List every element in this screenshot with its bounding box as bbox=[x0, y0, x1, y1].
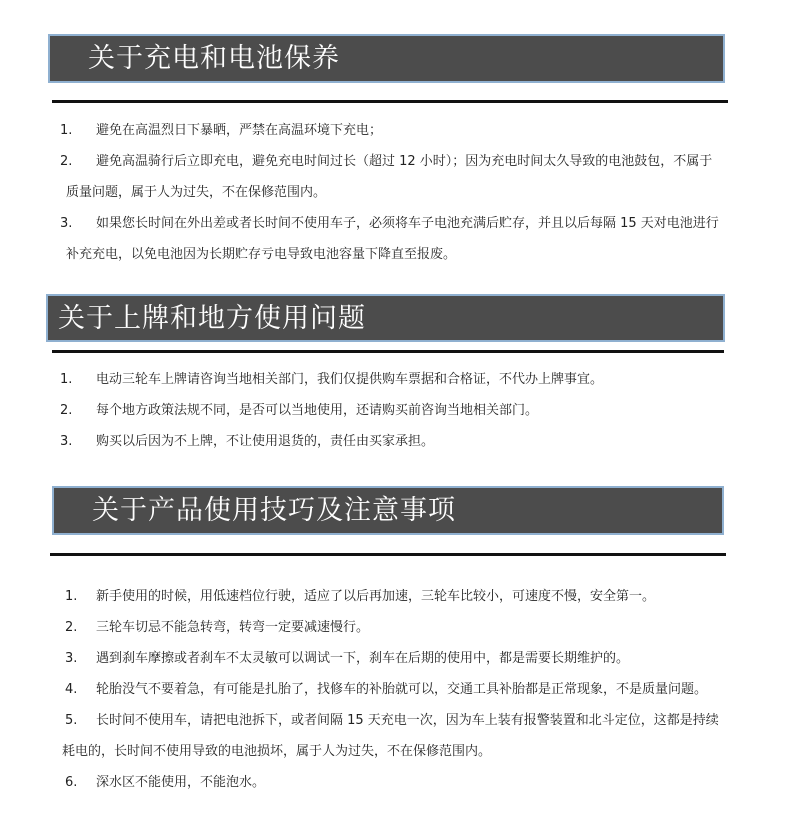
section-header-usage-tips bbox=[52, 486, 724, 535]
list-item-number: 3. bbox=[65, 651, 78, 666]
list-item-number: 1. bbox=[60, 123, 73, 138]
list-item-number: 2. bbox=[60, 403, 73, 418]
list-item-number: 5. bbox=[65, 713, 78, 728]
list-item-text: 轮胎没气不要着急，有可能是扎胎了，找修车的补胎就可以，交通工具补胎都是正常现象，不是质量问题。 bbox=[96, 682, 708, 697]
list-item-text: 遇到刹车摩擦或者刹车不太灵敏可以调试一下，刹车在后期的使用中，都是需要长期维护的。 bbox=[96, 651, 630, 666]
list-item-number: 1. bbox=[60, 372, 73, 387]
list-item-number: 2. bbox=[65, 620, 78, 635]
list-item-text: 避免在高温烈日下暴晒，严禁在高温环境下充电； bbox=[96, 123, 383, 138]
list-item-text: 新手使用的时候，用低速档位行驶，适应了以后再加速，三轮车比较小，可速度不慢，安全第一。 bbox=[96, 589, 656, 604]
list-item-text-continued: 质量问题，属于人为过失，不在保修范围内。 bbox=[66, 185, 327, 200]
list-item-text: 电动三轮车上牌请咨询当地相关部门，我们仅提供购车票据和合格证，不代办上牌事宜。 bbox=[96, 372, 604, 387]
section-header-charging bbox=[48, 34, 725, 83]
list-item-text: 避免高温骑行后立即充电，避免充电时间过长（超过 12 小时）；因为充电时间太久导致的电池鼓包，不属于 bbox=[96, 154, 713, 169]
list-item-text: 三轮车切忌不能急转弯，转弯一定要减速慢行。 bbox=[96, 620, 370, 635]
list-item-number: 3. bbox=[60, 216, 73, 231]
list-item-text: 长时间不使用车，请把电池拆下，或者间隔 15 天充电一次，因为车上装有报警装置和北斗定位，这都是持续 bbox=[96, 713, 719, 728]
list-item-text: 如果您长时间在外出差或者长时间不使用车子，必须将车子电池充满后贮存，并且以后每隔 15 天对电池进行 bbox=[96, 216, 719, 231]
list-item-number: 4. bbox=[65, 682, 78, 697]
section-divider bbox=[50, 553, 726, 556]
section-title: 关于上牌和地方使用问题 bbox=[58, 302, 366, 334]
list-item-text: 深水区不能使用，不能泡水。 bbox=[96, 775, 266, 790]
section-header-licensing bbox=[46, 294, 725, 342]
list-item-text: 每个地方政策法规不同，是否可以当地使用，还请购买前咨询当地相关部门。 bbox=[96, 403, 539, 418]
list-item-number: 1. bbox=[65, 589, 78, 604]
list-item-text: 购买以后因为不上牌，不让使用退货的，责任由买家承担。 bbox=[96, 434, 435, 449]
section-title: 关于产品使用技巧及注意事项 bbox=[92, 495, 456, 526]
section-title: 关于充电和电池保养 bbox=[88, 43, 340, 74]
list-item-text-continued: 耗电的，长时间不使用导致的电池损坏，属于人为过失，不在保修范围内。 bbox=[62, 744, 492, 759]
list-item-number: 3. bbox=[60, 434, 73, 449]
list-item-text-continued: 补充充电，以免电池因为长期贮存亏电导致电池容量下降直至报废。 bbox=[66, 247, 457, 262]
section-divider bbox=[52, 350, 724, 353]
section-divider bbox=[52, 100, 728, 103]
list-item-number: 2. bbox=[60, 154, 73, 169]
list-item-number: 6. bbox=[65, 775, 78, 790]
